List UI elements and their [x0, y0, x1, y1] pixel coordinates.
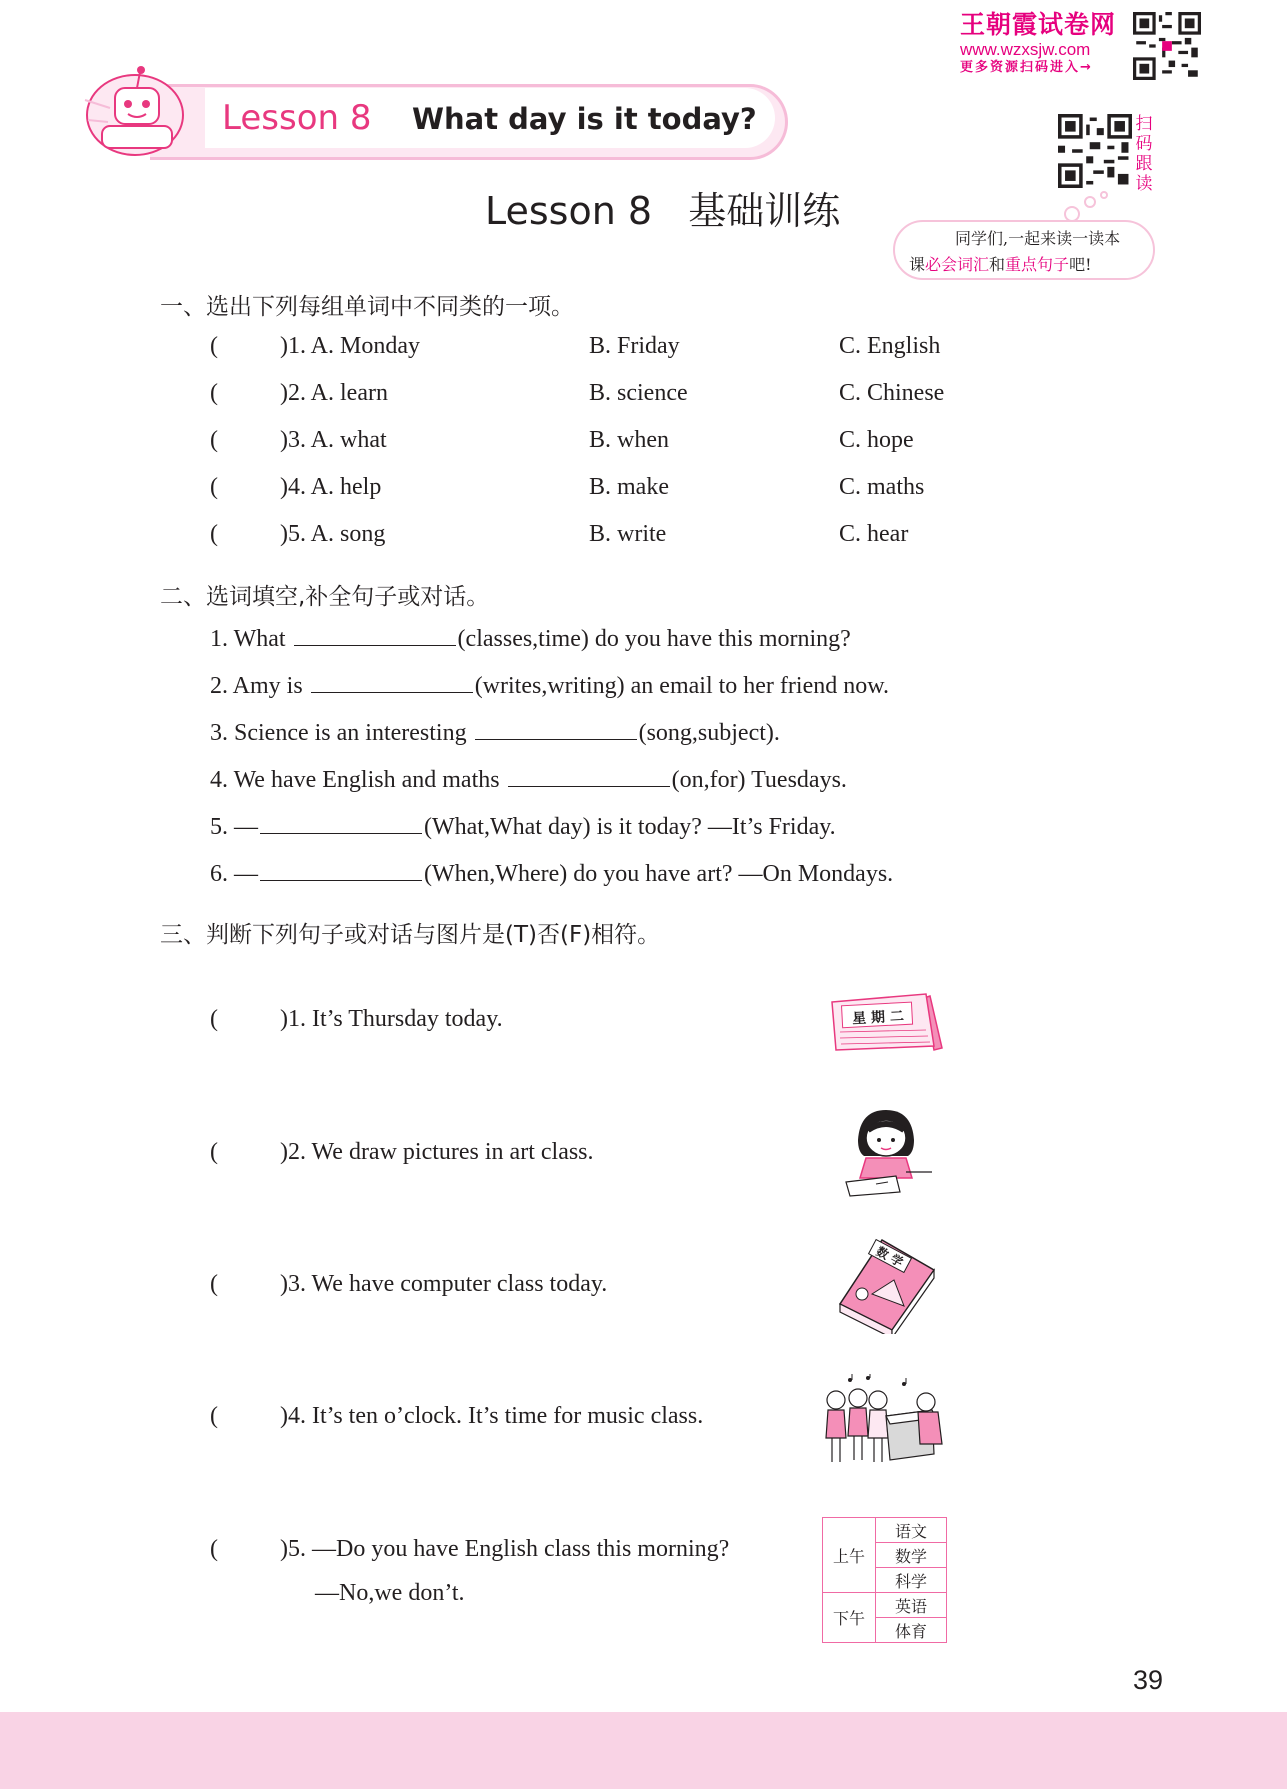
schedule-subject: 英语: [876, 1593, 947, 1618]
s2-question-4: [210, 764, 847, 794]
afternoon-label: 下午: [823, 1593, 876, 1643]
answer-paren[interactable]: (: [210, 1536, 218, 1562]
morning-label: 上午: [823, 1518, 876, 1593]
answer-paren[interactable]: (: [210, 1006, 218, 1032]
sentence-start: 2. Amy is: [210, 673, 309, 699]
sentence-start: 5. —: [210, 814, 258, 840]
option-a: )4. A. help: [280, 474, 382, 500]
lesson-number: Lesson 8: [222, 98, 372, 138]
maths-book-icon: [832, 1234, 942, 1334]
bubble-text: 吧!: [1069, 255, 1092, 274]
footer-band: [0, 1712, 1287, 1789]
option-c: C. English: [839, 333, 941, 359]
brand-block: [960, 10, 1135, 76]
answer-paren[interactable]: (: [210, 380, 218, 406]
statement: )5. —Do you have English class this morning?: [280, 1536, 730, 1562]
section-3-heading: 三、判断下列句子或对话与图片是(T)否(F)相符。: [160, 922, 661, 948]
answer-blank[interactable]: [475, 717, 637, 740]
schedule-subject: 语文: [876, 1518, 947, 1543]
option-a: )1. A. Monday: [280, 333, 420, 359]
answer-blank[interactable]: [260, 811, 422, 834]
answer-paren[interactable]: (: [210, 333, 218, 359]
brand-name: 王朝霞试卷网: [960, 10, 1117, 39]
qr-code-read-icon[interactable]: [1058, 114, 1132, 188]
music-class-icon: [820, 1374, 950, 1474]
sentence-start: 4. We have English and maths: [210, 767, 506, 793]
calendar-icon: [826, 988, 946, 1058]
statement: )4. It’s ten o’clock. It’s time for music class.: [280, 1403, 704, 1429]
answer-blank[interactable]: [294, 623, 456, 646]
sentence-end: (song,subject).: [638, 720, 780, 746]
s2-question-5: [210, 811, 836, 841]
s2-question-3: [210, 717, 780, 747]
schedule-subject: 数学: [876, 1543, 947, 1568]
answer-blank[interactable]: [311, 670, 473, 693]
option-b: B. write: [589, 521, 667, 547]
answer-paren[interactable]: (: [210, 1271, 218, 1297]
schedule-subject: 体育: [876, 1618, 947, 1643]
bubble-line-2: [909, 252, 1153, 278]
page-title: Lesson 8 基础训练: [485, 189, 841, 233]
schedule-subject: 科学: [876, 1568, 947, 1593]
book-label: 数 学: [873, 1244, 906, 1270]
statement: )3. We have computer class today.: [280, 1271, 608, 1297]
option-c: C. hope: [839, 427, 914, 453]
s2-question-1: [210, 623, 851, 653]
option-b: B. Friday: [589, 333, 680, 359]
answer-paren[interactable]: (: [210, 1403, 218, 1429]
bubble-tail-icon: [1060, 190, 1110, 222]
sentence-end: (When,Where) do you have art? —On Mondays.: [424, 861, 894, 887]
brand-url[interactable]: www.wzxsjw.com: [960, 40, 1091, 59]
bubble-highlight-vocab: 必会词汇: [925, 255, 990, 274]
option-b: B. science: [589, 380, 688, 406]
bubble-text: 和: [989, 255, 1006, 274]
option-c: C. hear: [839, 521, 909, 547]
s3-question-5-reply: —No,we don’t.: [315, 1580, 465, 1606]
scan-read-label: 扫码跟读: [1135, 114, 1153, 194]
girl-drawing-icon: [836, 1102, 936, 1202]
robot-mascot-icon: [80, 60, 230, 160]
answer-paren[interactable]: (: [210, 521, 218, 547]
sentence-start: 3. Science is an interesting: [210, 720, 473, 746]
answer-paren[interactable]: (: [210, 427, 218, 453]
statement: )2. We draw pictures in art class.: [280, 1139, 594, 1165]
class-schedule-table: [822, 1517, 947, 1643]
s2-question-2: [210, 670, 889, 700]
qr-code-icon[interactable]: [1133, 12, 1201, 80]
option-b: B. make: [589, 474, 669, 500]
option-c: C. Chinese: [839, 380, 945, 406]
sentence-start: 6. —: [210, 861, 258, 887]
page-number: 39: [1133, 1665, 1164, 1695]
sentence-end: (on,for) Tuesdays.: [671, 767, 847, 793]
lesson-title: What day is it today?: [412, 102, 757, 136]
section-1-heading: 一、选出下列每组单词中不同类的一项。: [160, 294, 574, 320]
sentence-end: (classes,time) do you have this morning?: [457, 626, 851, 652]
calendar-label: 星 期 二: [851, 1008, 905, 1028]
option-c: C. maths: [839, 474, 925, 500]
s2-question-6: [210, 858, 893, 888]
bubble-text: 课: [909, 255, 926, 274]
statement: )1. It’s Thursday today.: [280, 1006, 503, 1032]
option-a: )3. A. what: [280, 427, 387, 453]
section-2-heading: 二、选词填空,补全句子或对话。: [160, 584, 490, 610]
answer-paren[interactable]: (: [210, 474, 218, 500]
bubble-highlight-sentences: 重点句子: [1005, 255, 1070, 274]
sentence-start: 1. What: [210, 626, 292, 652]
sentence-end: (What,What day) is it today? —It’s Friday.: [424, 814, 836, 840]
sentence-end: (writes,writing) an email to her friend now.: [474, 673, 890, 699]
answer-blank[interactable]: [508, 764, 670, 787]
reading-tip-bubble: [893, 220, 1155, 280]
brand-slogan: 更多资源扫码进入→: [960, 60, 1093, 75]
bubble-line-1: 同学们,一起来读一读本: [955, 229, 1121, 248]
option-a: )2. A. learn: [280, 380, 388, 406]
answer-paren[interactable]: (: [210, 1139, 218, 1165]
option-a: )5. A. song: [280, 521, 386, 547]
option-b: B. when: [589, 427, 669, 453]
answer-blank[interactable]: [260, 858, 422, 881]
